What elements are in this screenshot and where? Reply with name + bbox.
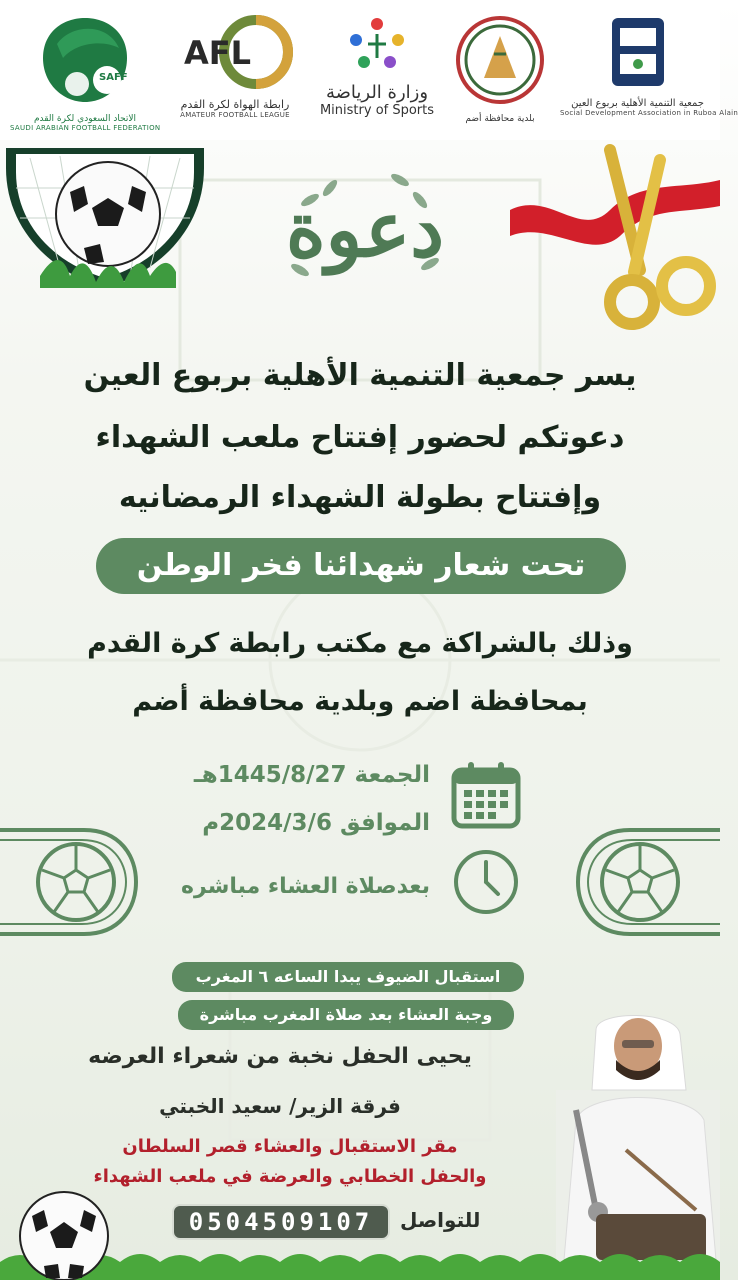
logo-bar	[0, 0, 738, 140]
sports-ministry-emblem-icon	[344, 14, 410, 74]
svg-text:AFL: AFL	[184, 34, 252, 72]
football-right-icon	[560, 826, 720, 938]
municipality-name-ar: بلدية محافظة أضم	[465, 114, 535, 124]
calendar-icon	[450, 760, 522, 830]
sports-ministry-name-ar: وزارة الرياضة	[325, 82, 429, 103]
svg-text:SAFF: SAFF	[99, 72, 128, 83]
contact-phone[interactable]: 0504509107	[172, 1204, 390, 1240]
invitation-line-5: بمحافظة اضم وبلدية محافظة أضم	[132, 686, 588, 717]
sports-ministry-logo	[318, 14, 436, 118]
reception-banner: استقبال الضيوف يبدا الساعه ٦ المغرب	[172, 962, 524, 992]
saff-name-en: SAUDI ARABIAN FOOTBALL FEDERATION	[10, 124, 161, 132]
football-shield-icon	[0, 148, 210, 288]
municipality-logo	[450, 14, 550, 124]
association-name-en: Social Development Association in Ruboa Alain	[560, 109, 738, 117]
afl-emblem-icon	[180, 14, 290, 90]
invitation-heading	[270, 160, 460, 300]
hijri-date: الجمعة 1445/8/27هـ	[193, 762, 430, 788]
contact-label: للتواصل	[400, 1208, 481, 1232]
gregorian-date: الموافق 2024/3/6م	[202, 810, 430, 836]
ribbon-scissors-icon	[510, 150, 720, 340]
event-time: بعدصلاة العشاء مباشره	[181, 874, 430, 899]
poets-text: يحيى الحفل نخبة من شعراء العرضه	[88, 1044, 472, 1069]
saff-emblem-icon	[37, 14, 133, 106]
association-name-ar: جمعية التنمية الأهلية بربوع العين	[571, 98, 704, 109]
drummer-photo	[556, 1000, 720, 1260]
venue-text-2: والحفل الخطابي والعرضة في ملعب الشهداء	[93, 1166, 487, 1187]
association-emblem-icon	[608, 14, 668, 90]
football-bottom-icon	[14, 1186, 114, 1280]
invitation-line-1: يسر جمعية التنمية الأهلية بربوع العين	[83, 358, 637, 393]
saff-name-ar: الاتحاد السعودي لكرة القدم	[33, 114, 137, 124]
invitation-line-4: وذلك بالشراكة مع مكتب رابطة كرة القدم	[87, 628, 633, 659]
afl-logo	[170, 14, 300, 119]
invitation-line-3: وإفتتاح بطولة الشهداء الرمضانيه	[118, 480, 602, 515]
invitation-line-2: دعوتكم لحضور إفتتاح ملعب الشهداء	[95, 420, 625, 455]
afl-name-ar: رابطة الهواة لكرة القدم	[180, 98, 290, 111]
football-left-icon	[0, 826, 140, 938]
band-text: فرقة الزير/ سعيد الخبتي	[159, 1094, 401, 1118]
association-logo	[560, 14, 738, 117]
afl-name-en: AMATEUR FOOTBALL LEAGUE	[180, 111, 290, 119]
clock-icon	[452, 848, 520, 916]
dinner-banner: وجبة العشاء بعد صلاة المغرب مباشرة	[178, 1000, 514, 1030]
sports-ministry-name-en: Ministry of Sports	[319, 103, 435, 118]
saff-logo	[10, 14, 160, 132]
invitation-heading-text: دعوة	[285, 185, 445, 274]
venue-text-1: مقر الاستقبال والعشاء قصر السلطان	[122, 1136, 458, 1157]
slogan-banner: تحت شعار شهدائنا فخر الوطن	[96, 538, 626, 594]
municipality-emblem-icon	[454, 14, 546, 106]
